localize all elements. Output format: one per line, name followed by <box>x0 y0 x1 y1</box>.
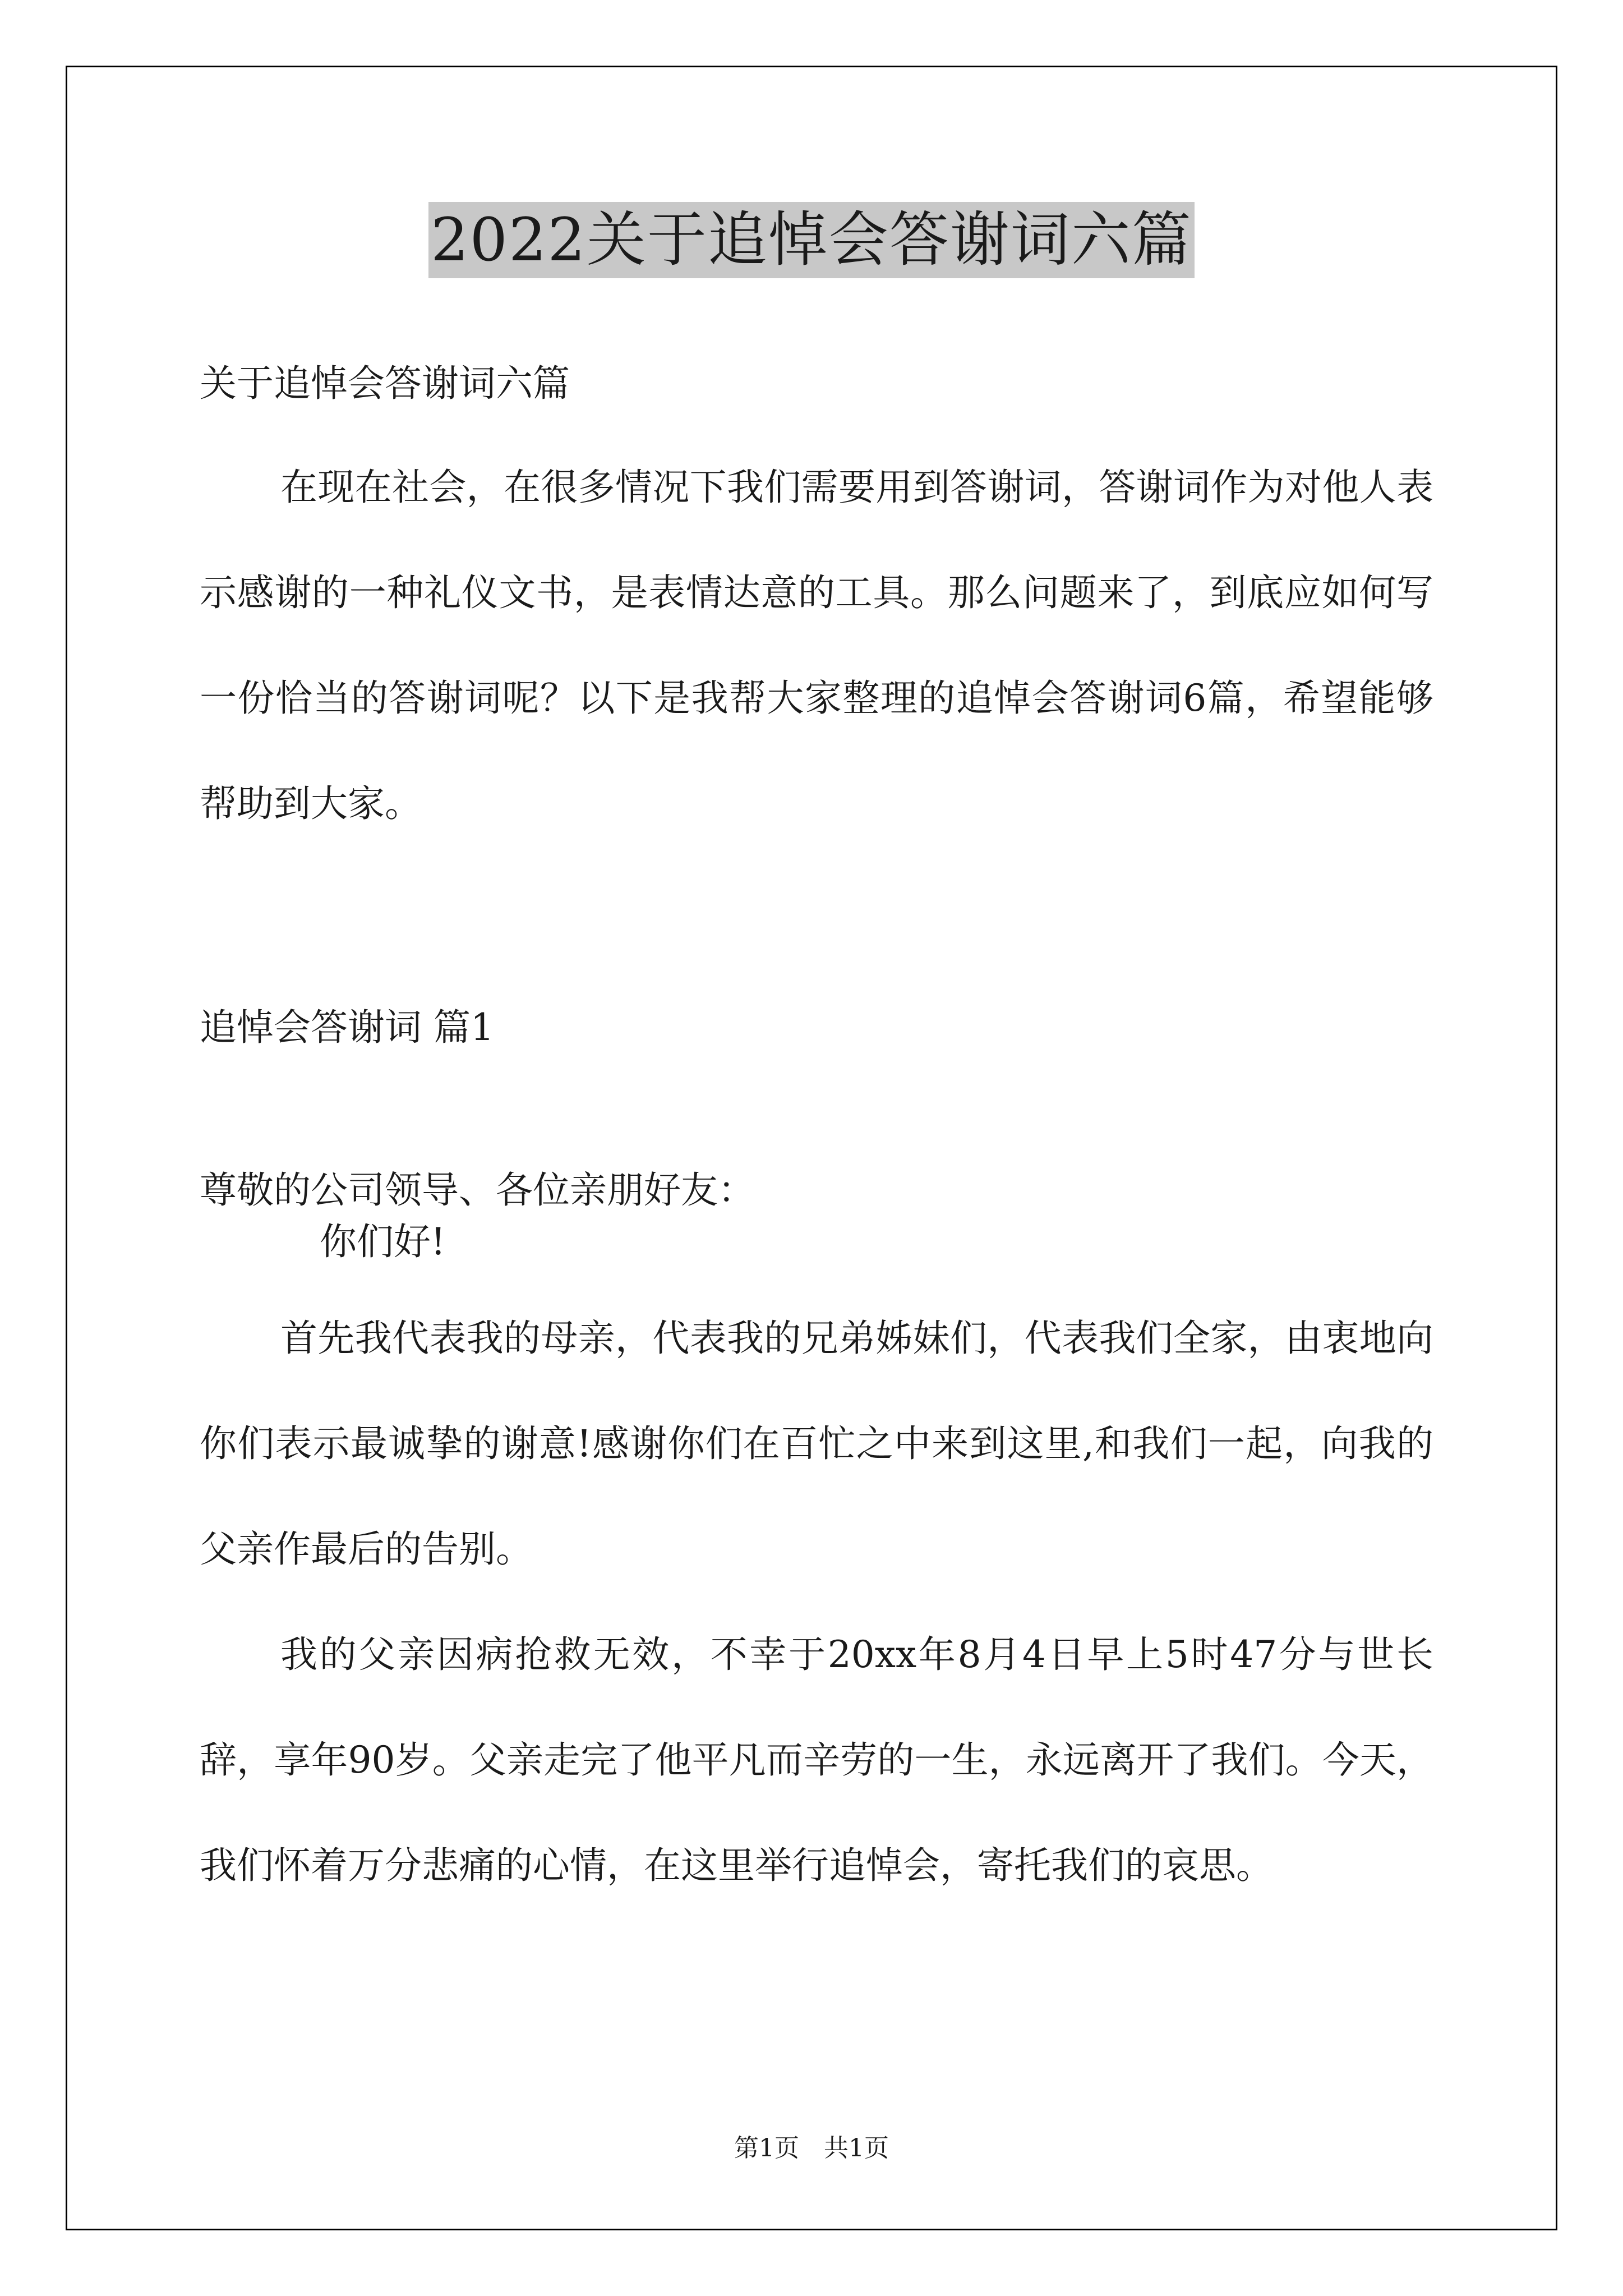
body-paragraph-2: 我的父亲因病抢救无效，不幸于20xx年8月4日早上5时47分与世长辞，享年90岁。父亲走完了他平凡而辛劳的一生，永远离开了我们。今天，我们怀着万分悲痛的心情，在这里举行追悼会，寄托我们的哀思。 <box>200 1633 1433 1887</box>
document-subtitle: 关于追悼会答谢词六篇 <box>200 362 570 405</box>
section-heading: 追悼会答谢词 篇1 <box>200 1006 494 1049</box>
page-footer: 第1页 共1页 <box>734 2134 889 2162</box>
intro-paragraph: 在现在社会，在很多情况下我们需要用到答谢词，答谢词作为对他人表示感谢的一种礼仪文书，是表情达意的工具。那么问题来了，到底应如何写一份恰当的答谢词呢？以下是我帮大家整理的追悼会答谢词6篇，希望能够帮助到大家。 <box>200 466 1433 825</box>
greeting: 你们好! <box>320 1220 446 1263</box>
body-paragraph-1: 首先我代表我的母亲，代表我的兄弟姊妹们，代表我们全家，由衷地向你们表示最诚挚的谢意!感谢你们在百忙之中来到这里,和我们一起，向我的父亲作最后的告别。 <box>200 1317 1433 1571</box>
document-title: 2022关于追悼会答谢词六篇 <box>428 202 1195 278</box>
title-container <box>0 202 1623 278</box>
salutation: 尊敬的公司领导、各位亲朋好友： <box>200 1168 755 1212</box>
